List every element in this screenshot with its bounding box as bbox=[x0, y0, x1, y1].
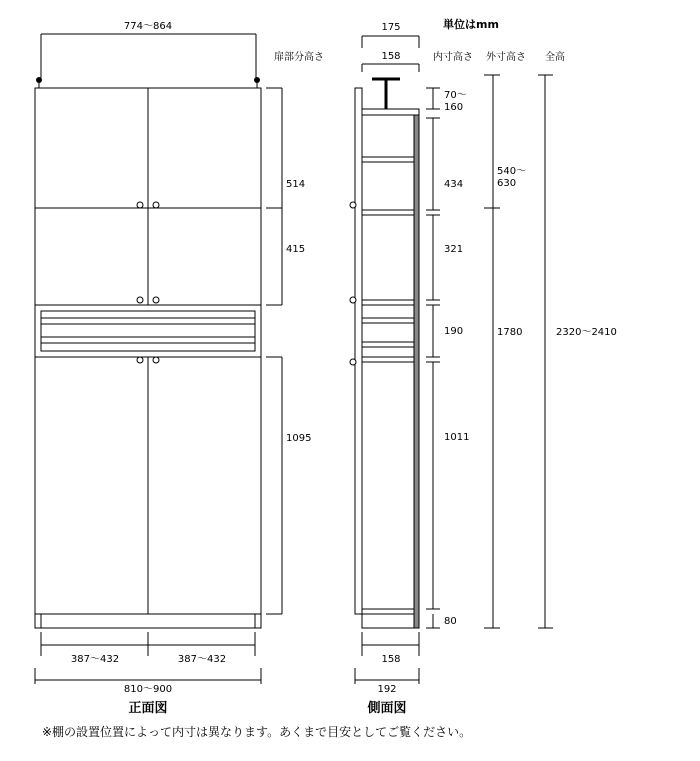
side-top-inner-depth: 158 bbox=[381, 51, 401, 62]
side-bottom-outer-depth: 192 bbox=[377, 684, 397, 695]
front-view bbox=[35, 21, 311, 716]
left-half-width-label: 387～432 bbox=[70, 654, 120, 665]
overall-width-label: 810～900 bbox=[123, 684, 173, 695]
side-view bbox=[274, 17, 617, 716]
inner-height-3: 321 bbox=[444, 244, 464, 255]
outer-height-1: 540～ 630 bbox=[497, 166, 527, 189]
header-inner-height: 内寸高さ bbox=[433, 52, 473, 63]
footnote: ※棚の設置位置によって内寸は異なります。あくまで目安としてご覧ください。 bbox=[42, 725, 472, 739]
front-top-width-label: 774～864 bbox=[123, 21, 173, 32]
header-door-height: 扉部分高さ bbox=[274, 52, 324, 63]
header-outer-height: 外寸高さ bbox=[486, 52, 526, 63]
inner-height-2: 434 bbox=[444, 179, 464, 190]
door-height-2-label: 415 bbox=[286, 244, 306, 255]
inner-height-5: 1011 bbox=[444, 432, 470, 443]
side-top-outer-depth: 175 bbox=[381, 22, 401, 33]
front-view-title: 正面図 bbox=[128, 701, 168, 716]
inner-height-4: 190 bbox=[444, 326, 464, 337]
door-height-3-label: 1095 bbox=[286, 433, 312, 444]
right-half-width-label: 387～432 bbox=[177, 654, 227, 665]
inner-height-6: 80 bbox=[444, 616, 457, 627]
side-view-title: 側面図 bbox=[367, 701, 407, 716]
side-bottom-inner-depth: 158 bbox=[381, 654, 401, 665]
outer-height-2: 1780 bbox=[497, 327, 523, 338]
door-height-1-label: 514 bbox=[286, 179, 306, 190]
header-total-height: 全高 bbox=[545, 52, 565, 63]
total-height-label: 2320～2410 bbox=[556, 327, 617, 338]
side-back-panel bbox=[414, 115, 419, 628]
unit-label: 単位はmm bbox=[443, 18, 499, 31]
inner-height-1: 70～ 160 bbox=[444, 90, 467, 113]
